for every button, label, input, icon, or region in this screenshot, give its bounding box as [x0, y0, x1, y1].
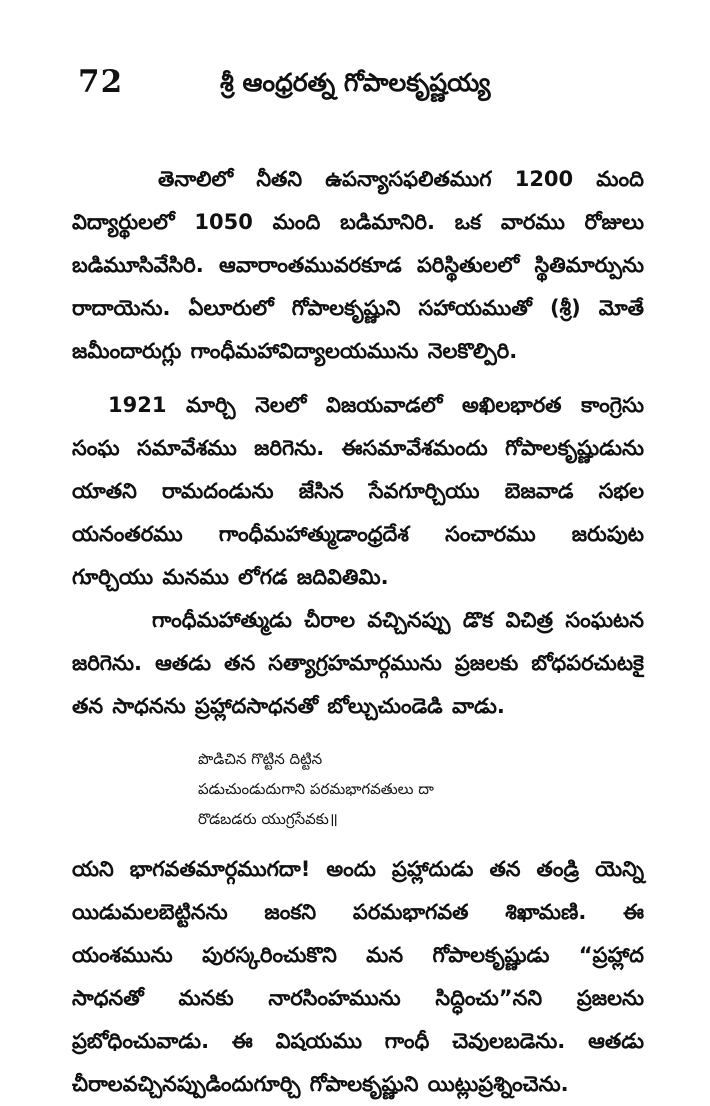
- verse-quotation: [198, 744, 644, 834]
- body-text: [72, 158, 644, 1106]
- paragraph-tenali: తెనాలిలో నీతని ఉపన్యాసఫలితముగ 1200 మంది విద్యార్థులలో 1050 మంది బడిమానిరి. ఒక వారము రోజులు బడిమూసివేసిరి. ఆవారాంతమువరకూడ పరిస్థితులలో స్థితిమార్పును రాదాయెను. ఏలూరులో గోపాలకృష్ణుని సహాయముతో (శ్రీ) మోతే జమీందారుగ్లు గాంధీమహావిద్యాలయమును నెలకొల్పిరి.: [72, 167, 644, 363]
- page-number: 72: [78, 64, 124, 100]
- page-header: [72, 58, 644, 114]
- paragraph-prahlada: యని భాగవతమార్గముగదా! అందు ప్రహ్లాదుడు తన తండ్రి యెన్ని యిడుమలబెట్టినను జంకని పరమభాగవత శిఖామణి. ఈ యంశమును పురస్కరించుకొని మన గోపాలకృష్ణుడు “ప్రహ్లాద సాధనతో మనకు నారసింహమును సిద్ధించు”నని ప్రజలను ప్రబోధించువాడు. ఈ విషయము గాంధీ చెవులబడెను. ఆతడు చీరాలవచ్చినప్పుడిందుగూర్చి గోపాలకృష్ణుని యిట్లుప్రశ్నించెను.: [72, 857, 644, 1096]
- running-title: శ్రీ ఆంధ్రరత్న గోపాలకృష్ణయ్య: [220, 68, 491, 97]
- paragraph-vijayawada: 1921 మార్చి నెలలో విజయవాడలో అఖిలభారత కాంగ్రెసు సంఘ సమావేశము జరిగెను. ఈసమావేశమందు గోపాలకృష్ణుడును యాతని రామదండును జేసిన సేవగూర్చియు బెజవాడ సభల యనంతరము గాంధీమహాత్ముడాంధ్రదేశ సంచారము జరుపుట గూర్చియు మనము లోగడ జదివితిమి.: [72, 393, 644, 589]
- verse-line: రొడబడరు యుగ్రసేవకు॥: [198, 810, 338, 828]
- verse-line: పడుచుండుదుగాని పరమభాగవతులు దా: [198, 780, 434, 798]
- paragraph-chirala: గాంధీమహాత్ముడు చీరాల వచ్చినప్పు డొక విచిత్ర సంఘటన జరిగెను. ఆతడు తన సత్యాగ్రహమార్గమును ప్రజలకు బోధపరచుటకై తన సాధనను ప్రహ్లాదసాధనతో బోల్చుచుండెడి వాడు.: [72, 608, 644, 718]
- verse-line: పొడిచిన గొట్టిన దిట్టిన: [198, 750, 323, 768]
